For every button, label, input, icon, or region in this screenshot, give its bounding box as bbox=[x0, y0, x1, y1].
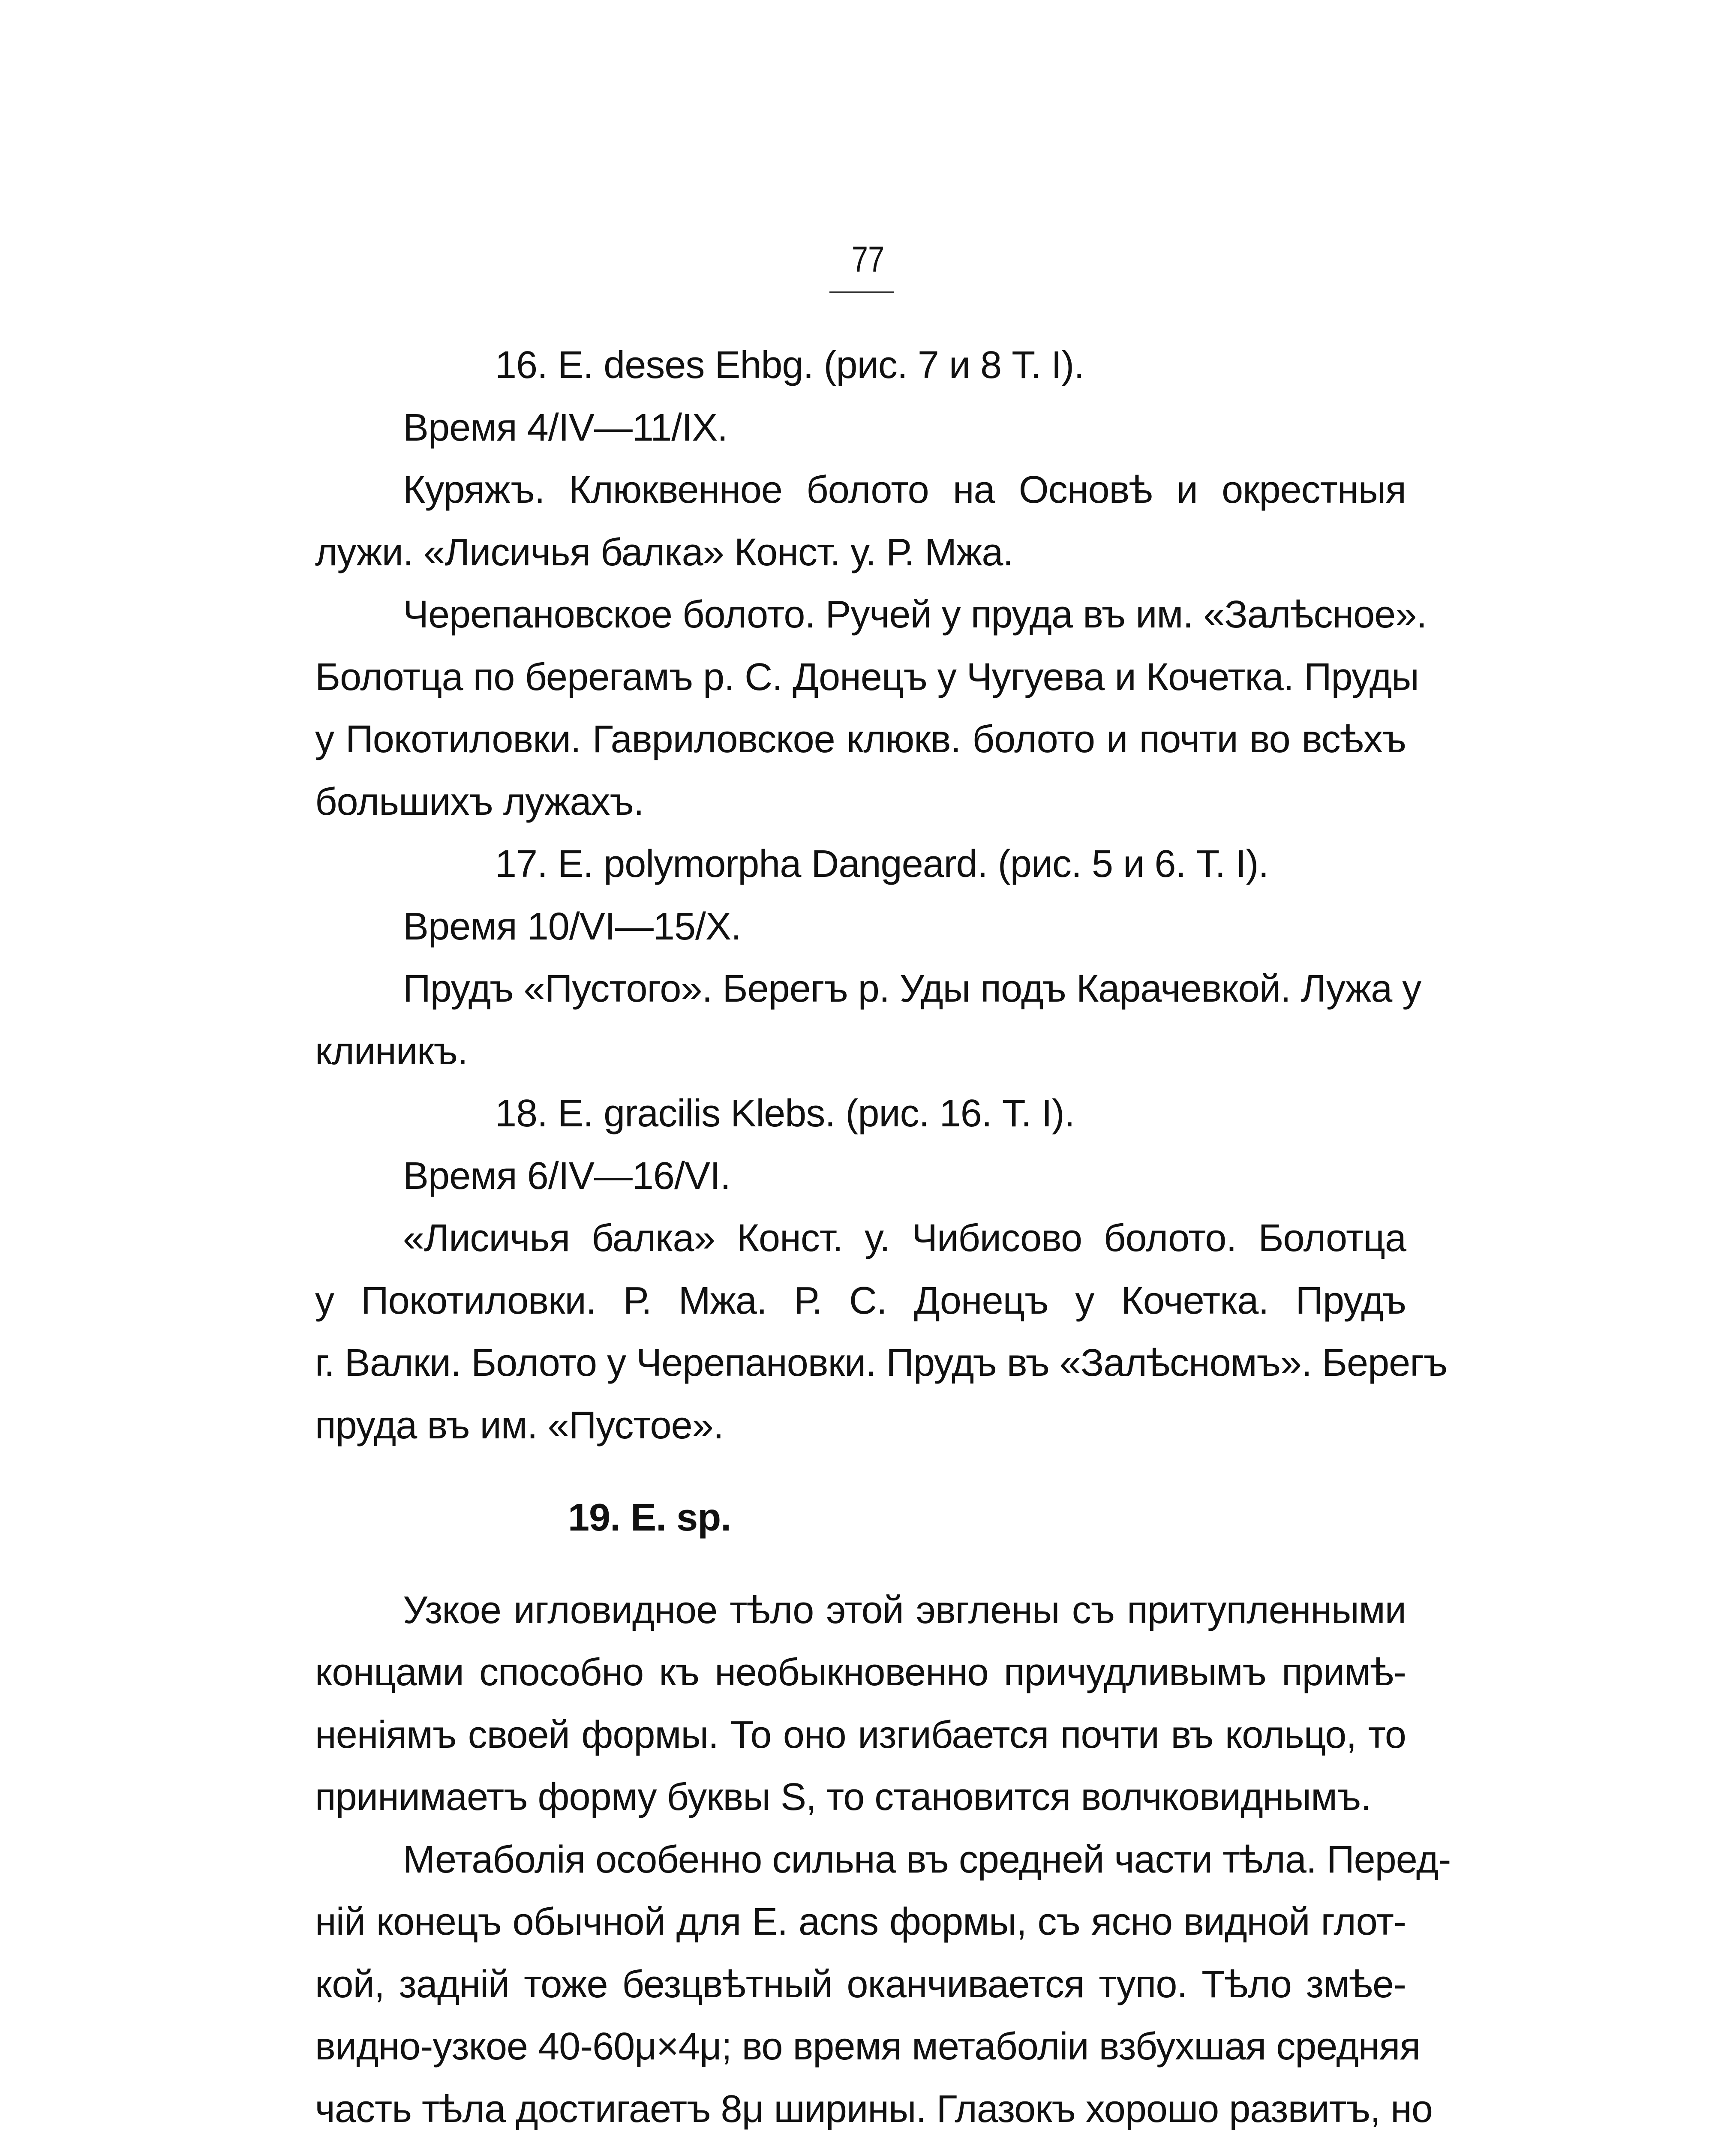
header-rule bbox=[829, 291, 894, 293]
page-body bbox=[315, 334, 1451, 2143]
entry-text-line: у Покотиловки. Р. Мжа. Р. С. Донецъ у Кочетка. Прудъ bbox=[315, 1279, 1406, 1322]
section-text-line: видно-узкое 40-60μ×4μ; во время метаболiи взбухшая средняя bbox=[315, 2025, 1421, 2068]
entry-text-line: «Лисичья балка» Конст. у. Чибисово болото. Болотца bbox=[403, 1217, 1406, 1260]
entry-title: 17. E. polymorpha Dangeard. (рис. 5 и 6. T. I). bbox=[495, 843, 1269, 885]
entry-text-line: г. Валки. Болото у Черепановки. Прудъ въ «Залѣсномъ». Берегъ bbox=[315, 1342, 1448, 1384]
entry-time: Время 4/IV—11/IX. bbox=[403, 406, 728, 449]
entry-text-line: клиникъ. bbox=[315, 1029, 468, 1073]
section-text-line: Метаболiя особенно сильна въ средней части тѣла. Перед- bbox=[403, 1838, 1451, 1881]
entry-text-line: Болотца по берегамъ р. С. Донецъ у Чугуева и Кочетка. Пруды bbox=[315, 655, 1419, 699]
entry-text-line: лужи. «Лисичья балка» Конст. у. Р. Мжа. bbox=[315, 531, 1013, 574]
entry-text-line: Куряжъ. Клюквенное болото на Основѣ и окрестныя bbox=[403, 468, 1406, 511]
section-text-line: Узкое игловидное тѣло этой эвглены съ притупленными bbox=[403, 1588, 1406, 1632]
entry-title: 16. E. deses Ehbg. (рис. 7 и 8 T. I). bbox=[495, 344, 1084, 387]
entry-text-line: большихъ лужахъ. bbox=[315, 780, 644, 823]
section-text-line: нiй конецъ обычной для E. acns формы, съ ясно видной глот- bbox=[315, 1900, 1406, 1943]
section-text-line: кой, заднiй тоже безцвѣтный оканчивается тупо. Тѣло змѣе- bbox=[315, 1963, 1406, 2006]
section-text-line: часть тѣла достигаетъ 8μ ширины. Глазокъ хорошо развитъ, но bbox=[315, 2087, 1433, 2131]
section-heading: 19. E. sp. bbox=[568, 1496, 731, 1539]
entry-text-line: у Покотиловки. Гавриловское клюкв. болото и почти во всѣхъ bbox=[315, 718, 1406, 761]
section-text-line: концами способно къ необыкновенно причудливымъ примѣ- bbox=[315, 1651, 1406, 1694]
page-number: 77 bbox=[851, 239, 885, 279]
spacer bbox=[315, 1549, 1406, 1579]
entry-time: Время 10/VI—15/X. bbox=[403, 905, 742, 948]
entry-text-line: пруда въ им. «Пустое». bbox=[315, 1404, 724, 1447]
section-text-line bbox=[315, 2140, 1406, 2143]
entry-title: 18. E. gracilis Klebs. (рис. 16. T. I). bbox=[495, 1092, 1075, 1135]
entry-text-line: Черепановское болото. Ручей у пруда въ им. «Залѣсное». bbox=[403, 593, 1427, 636]
spacer bbox=[315, 1457, 1406, 1487]
entry-time: Время 6/IV—16/VI. bbox=[403, 1154, 730, 1198]
section-text-line: ненiямъ своей формы. То оно изгибается почти въ кольцо, то bbox=[315, 1713, 1406, 1756]
entry-text-line: Прудъ «Пустого». Берегъ р. Уды подъ Карачевкой. Лужа у bbox=[403, 967, 1421, 1010]
section-text-line: принимаетъ форму буквы S, то становится волчковиднымъ. bbox=[315, 1776, 1371, 1819]
